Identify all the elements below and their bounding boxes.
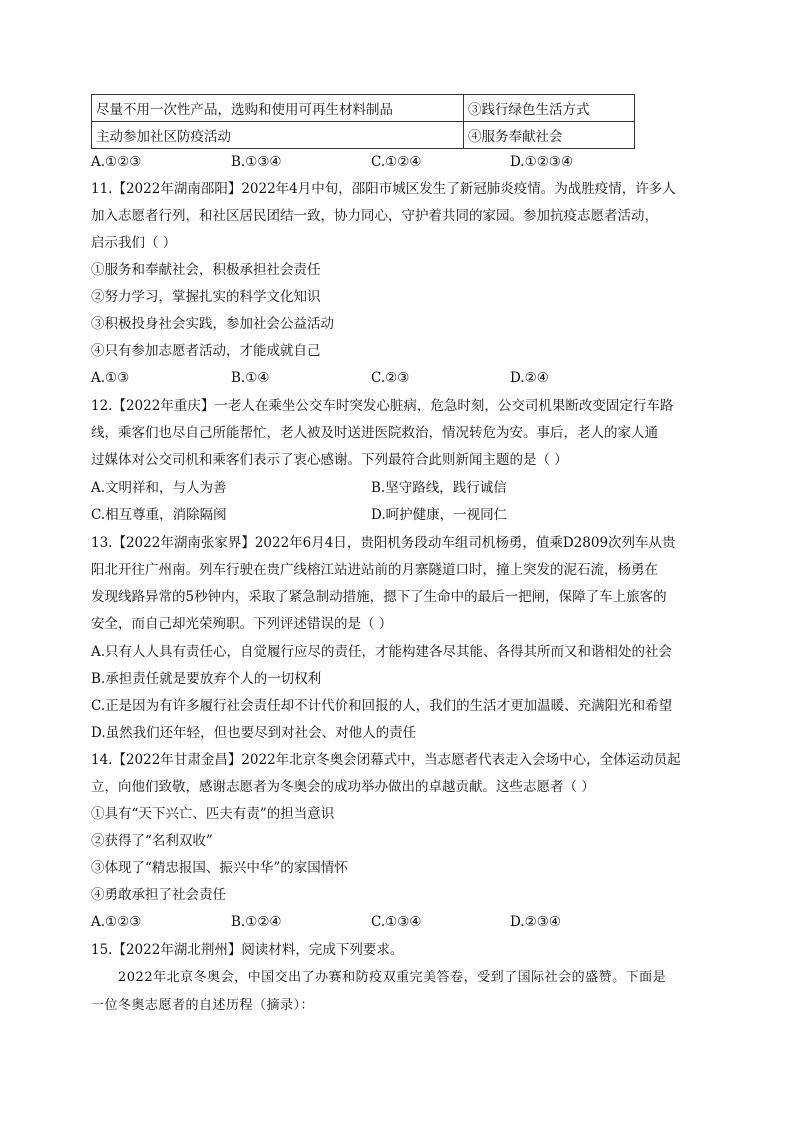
q14-option-a: A.①②③ xyxy=(91,914,142,930)
q14-stem-line: 立，向他们致敬，感谢志愿者为冬奥会的成功举办做出的卓越贡献。这些志愿者（ ） xyxy=(91,779,595,795)
q15-material-line: 2022年北京冬奥会，中国交出了办赛和防疫双重完美答卷，受到了国际社会的盛赞。下面是 xyxy=(91,970,667,985)
q11-stem-line: 启示我们（ ） xyxy=(91,235,177,251)
q15-title: 15.【2022年湖北荆州】阅读材料，完成下列要求。 xyxy=(91,942,404,958)
q12-stem-line: 12.【2022年重庆】一老人在乘坐公交车时突发心脏病，危急时刻，公交司机果断改变固定行车路 xyxy=(91,398,674,414)
table-cell: ③践行绿色生活方式 xyxy=(464,95,635,122)
q11-option-d: D.②④ xyxy=(510,370,549,386)
q14-statement: ③体现了“精忠报国、振兴中华”的家国情怀 xyxy=(91,860,348,876)
q14-option-c: C.①③④ xyxy=(371,914,422,930)
q10-option-b: B.①③④ xyxy=(231,154,282,170)
table-row xyxy=(92,95,635,122)
q13-stem-line: 发现线路异常的5秒钟内，采取了紧急制动措施，摁下了生命中的最后一把闸，保障了车上旅客的 xyxy=(91,589,667,605)
q11-statement: ①服务和奉献社会，积极承担社会责任 xyxy=(91,262,321,278)
q13-stem-line: 阳北开往广州南。列车行驶在贵广线榕江站进站前的月寨隧道口时，撞上突发的泥石流，杨勇在 xyxy=(91,562,658,578)
table-row xyxy=(92,122,635,149)
q11-stem-line: 加入志愿者行列，和社区居民团结一致，协力同心，守护着共同的家园。参加抗疫志愿者活动， xyxy=(91,208,658,224)
q11-statement: ④只有参加志愿者活动，才能成就自己 xyxy=(91,343,321,359)
q11-statement: ②努力学习，掌握扎实的科学文化知识 xyxy=(91,289,321,305)
q11-option-b: B.①④ xyxy=(231,370,270,386)
q11-statement: ③积极投身社会实践，参加社会公益活动 xyxy=(91,316,334,332)
table-cell: 主动参加社区防疫活动 xyxy=(92,122,464,149)
q14-statement: ①具有“天下兴亡、匹夫有责”的担当意识 xyxy=(91,806,335,822)
q12-option-a: A.文明祥和，与人为善 xyxy=(91,480,227,496)
q10-option-c: C.①②④ xyxy=(371,154,422,170)
q13-stem-line: 13.【2022年湖南张家界】2022年6月4日，贵阳机务段动车组司机杨勇，值乘D2809次列车从贵 xyxy=(91,535,676,551)
q11-stem-line: 11.【2022年湖南邵阳】2022年4月中旬，邵阳市城区发生了新冠肺炎疫情。为战胜疫情，许多人 xyxy=(91,181,676,197)
q13-option-b: B.承担责任就是要放弃个人的一切权利 xyxy=(91,671,322,687)
q14-option-b: B.①②④ xyxy=(231,914,282,930)
q10-option-d: D.①②③④ xyxy=(510,154,574,170)
q12-stem-line: 线，乘客们也尽自己所能帮忙，老人被及时送进医院救治，情况转危为安。事后，老人的家人通 xyxy=(91,425,658,441)
q14-option-d: D.②③④ xyxy=(510,914,561,930)
q13-stem-line: 安全，而自己却光荣殉职。下列评述错误的是（ ） xyxy=(91,616,393,632)
q15-material-line: 一位冬奥志愿者的自述历程（摘录）： xyxy=(91,998,315,1013)
q12-option-b: B.坚守路线，践行诚信 xyxy=(371,480,507,496)
q12-option-c: C.相互尊重，消除隔阂 xyxy=(91,507,227,523)
q14-statement: ④勇敢承担了社会责任 xyxy=(91,887,226,903)
q14-statement: ②获得了“名利双收” xyxy=(91,833,213,849)
table-cell: 尽量不用一次性产品，选购和使用可再生材料制品 xyxy=(92,95,464,122)
q12-stem-line: 过媒体对公交司机和乘客们表示了衷心感谢。下列最符合此则新闻主题的是（ ） xyxy=(91,452,568,468)
q13-option-a: A.只有人人具有责任心，自觉履行应尽的责任，才能构建各尽其能、各得其所而又和谐相处的社会 xyxy=(91,644,673,660)
q10-option-a: A.①②③ xyxy=(91,154,142,170)
q11-option-a: A.①③ xyxy=(91,370,130,386)
q13-option-d: D.虽然我们还年轻，但也要尽到对社会、对他人的责任 xyxy=(91,725,417,741)
q14-stem-line: 14.【2022年甘肃金昌】2022年北京冬奥会闭幕式中，当志愿者代表走入会场中心，全体运动员起 xyxy=(91,752,681,768)
q12-option-d: D.呵护健康，一视同仁 xyxy=(371,507,508,523)
table-cell: ④服务奉献社会 xyxy=(464,122,635,149)
options-table xyxy=(91,94,635,149)
q11-option-c: C.②③ xyxy=(371,370,410,386)
q13-option-c: C.正是因为有许多履行社会责任却不计代价和回报的人，我们的生活才更加温暖、充满阳光和希望 xyxy=(91,698,673,714)
